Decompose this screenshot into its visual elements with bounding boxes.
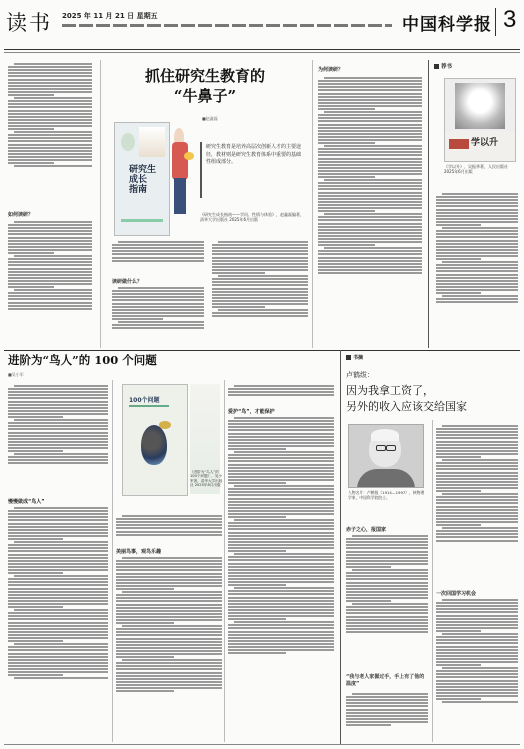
article2-col1b-text (8, 506, 108, 742)
article2-col3b-text (228, 416, 334, 742)
article3-sub1: 赤子之心，报国家 (346, 527, 387, 533)
article2-col1-text (8, 384, 108, 494)
article2-sub2: 美丽鸟事，观鸟乐趣 (116, 549, 162, 555)
article2-byline: ■吴小军 (8, 372, 24, 377)
sidebar-caption: 《学以升》，吴振华著，人民出版社 2025年6月出版 (444, 164, 508, 174)
article3-sub2: 一次回国学习机会 (436, 591, 477, 597)
sidebar-text (436, 192, 518, 346)
article2-col2-text (116, 514, 222, 544)
article3-portrait (348, 424, 424, 488)
article3-portrait-caption: 人物名片：卢鹤绂（1914—1997），核物理学家，中国科学院院士。 (348, 490, 425, 500)
page-number: 3 (503, 6, 517, 33)
article1-col1b-text (8, 220, 92, 345)
page-header (0, 0, 524, 48)
masthead-logo: 中国科学报 (402, 15, 492, 35)
article1-col4-text (318, 76, 422, 346)
article3-title-line1: 因为我拿工资了， (346, 384, 434, 397)
article3-col2b-text (436, 598, 518, 742)
article3-title-line2: 另外的收入应该交给国家 (346, 400, 467, 413)
article1-title-line1: 抓住研究生教育的 (144, 67, 265, 85)
article1-sub1: 为何读研？ (318, 67, 344, 73)
section-title: 读书 (6, 11, 52, 35)
article1-sub2: 读研做什么？ (112, 279, 143, 285)
article2-col2b-text (116, 556, 222, 742)
article1-col2b-text (112, 286, 204, 346)
article2-sub1: 慢慢做成“鸟人” (8, 499, 45, 505)
book-cover-title: 研究生 成长 指南 (129, 165, 157, 195)
date-line: 2025 年 11 月 21 日 星期五 (62, 12, 158, 20)
article1-book-cover (114, 122, 170, 236)
article2-book-cover: 100个问题 (122, 384, 188, 496)
editor-line (62, 24, 392, 27)
article1-pull-quote: 研究生教育是培养高层次创新人才的主要途径，教材则是研究生教育体系中重要的基础性组成部分。 (200, 142, 304, 198)
article3-col2-text (436, 424, 518, 586)
article2-col3-text (228, 384, 334, 404)
article1-title-line2: “牛鼻子” (173, 87, 237, 105)
sidebar-cover-title: 学以升 (471, 138, 499, 148)
article3-col1b-text (346, 692, 428, 742)
article2-title: 进阶为“鸟人”的 100 个问题 (8, 353, 157, 367)
article3-pull-quote: “我与老人家握过手，手上有了他的温度” (346, 674, 425, 687)
article2-caption: 《进阶为“鸟人”的100个问题》，吴小军著，清华大学出版社 2025年8月出版 (190, 470, 223, 488)
article2-sub3: 爱护“鸟”，才能保护 (228, 409, 275, 415)
article1-caption: 《研究生成长指南——学问、性情与体验》，赵鑫磊编著，清华大学出版社 2025年6月出版 (200, 212, 304, 222)
article1-col1-text (8, 62, 92, 208)
article1-col3-text (212, 240, 308, 346)
article1-sub3: 如何读研？ (8, 212, 34, 218)
article3-col1-text (346, 534, 428, 672)
article3-kicker: 卢鹤绂： (346, 371, 374, 379)
sidebar-book-cover (444, 78, 516, 162)
article1-illustration (170, 128, 198, 218)
article1-byline: ■赵鑫磊 (202, 116, 218, 121)
article1-col2-text (112, 240, 204, 272)
article1-title (100, 66, 310, 106)
newspaper-page: 读书 2025 年 11 月 21 日 星期五 中国科学报 3 抓住研究生教育的 “牛鼻子” ■赵鑫磊 如何读研？ 研究生 成长 指南 研究生教育是培养高层次创新人才的主要途径，教材则是研究生教育体系中重要的基础性组成部分。 《研究生成长指南——学问、性情与体验》，赵鑫磊编著，清华大学出版社 2025年6月出版 读研做什么？ 为何读研？ 荐书 学以升 《学以升》，吴振华著，人民出版社 2025年6月出版 进阶为“鸟人”的 100 个问题 ■吴小军 慢慢做成“鸟人” 100个问题 《进阶为“鸟人”的100个问题》，吴小军著，清华大学出版社 2025年8月出版 美丽鸟事，观鸟乐趣 爱护“鸟”，才能保护 书摘 卢鹤绂： 因为我拿工资了， 另外的收入应该交给国家 人物名片：卢鹤绂（1914—1997），核物理学家，中国科学院院士。 赤子之心，报国家 “我与老人家握过手，手上有了他的温度” 一次回国学习机会 (0, 0, 524, 749)
